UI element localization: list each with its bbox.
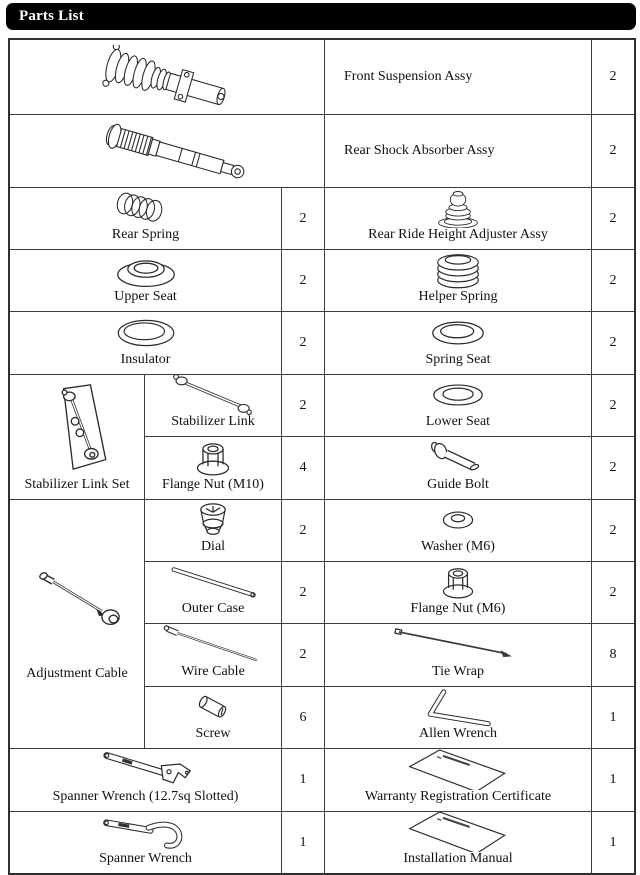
part-label: Spanner Wrench (12.7sq Slotted) <box>52 789 239 804</box>
cell-upper-seat <box>10 250 282 312</box>
spanner-wrench-slotted-icon <box>81 749 211 790</box>
qty-guide-bolt: 2 <box>592 437 634 500</box>
part-label: Rear Spring <box>111 227 180 242</box>
dial-icon <box>188 500 238 540</box>
wire-cable-icon <box>150 624 276 665</box>
qty-dial: 2 <box>282 500 325 562</box>
cell-allen-wrench <box>325 687 592 749</box>
part-label: Helper Spring <box>418 289 498 304</box>
ride-height-adjuster-icon <box>413 188 503 228</box>
cell-adjustment-cable <box>10 500 145 749</box>
qty-lower-seat: 2 <box>592 375 634 437</box>
cell-installation-manual <box>325 812 592 873</box>
qty-flange-nut-m10: 4 <box>282 437 325 500</box>
qty-spring-seat: 2 <box>592 312 634 375</box>
part-label: Lower Seat <box>425 414 491 429</box>
qty-warranty-certificate: 1 <box>592 749 634 812</box>
qty-spanner-wrench: 1 <box>282 812 325 873</box>
cell-front-suspension-name <box>325 40 592 115</box>
cell-flange-nut-m10 <box>145 437 282 500</box>
part-label: Installation Manual <box>403 851 513 866</box>
tie-wrap-icon <box>379 625 537 665</box>
upper-seat-icon <box>103 250 189 290</box>
part-label: Stabilizer Link <box>171 414 255 429</box>
cell-rear-shock-name <box>325 115 592 188</box>
part-label: Tie Wrap <box>432 664 484 679</box>
warranty-certificate-icon <box>395 749 521 790</box>
cell-rear-spring <box>10 188 282 250</box>
cell-guide-bolt <box>325 437 592 500</box>
qty-allen-wrench: 1 <box>592 687 634 749</box>
part-label: Adjustment Cable <box>26 666 128 681</box>
cell-spring-seat <box>325 312 592 375</box>
screw-icon <box>190 690 236 724</box>
part-label: Front Suspension Assy <box>344 69 473 84</box>
front-suspension-assy-icon <box>57 45 277 109</box>
part-label: Flange Nut (M10) <box>162 477 264 492</box>
cell-screw <box>145 687 282 749</box>
washer-icon <box>433 505 483 535</box>
qty-screw: 6 <box>282 687 325 749</box>
page-title-bar <box>6 3 636 30</box>
part-label: Flange Nut (M6) <box>410 601 506 616</box>
cell-flange-nut-m6 <box>325 562 592 624</box>
qty-rear-spring: 2 <box>282 188 325 250</box>
cell-insulator <box>10 312 282 375</box>
qty-installation-manual: 1 <box>592 812 634 873</box>
part-label: Spring Seat <box>425 352 491 367</box>
part-label: Rear Shock Absorber Assy <box>344 143 495 158</box>
qty-insulator: 2 <box>282 312 325 375</box>
part-label: Rear Ride Height Adjuster Assy <box>368 227 548 242</box>
stabilizer-link-icon <box>156 375 270 415</box>
part-label: Screw <box>195 726 231 741</box>
part-label: Upper Seat <box>114 289 177 304</box>
lower-seat-icon <box>414 376 502 414</box>
outer-case-icon <box>153 562 273 602</box>
flange-nut-icon <box>434 562 482 602</box>
part-label: Guide Bolt <box>427 477 489 492</box>
guide-bolt-icon <box>421 438 495 478</box>
part-label: Stabilizer Link Set <box>24 477 130 492</box>
part-label: Warranty Registration Certificate <box>364 789 552 804</box>
installation-manual-icon <box>395 812 521 852</box>
cell-lower-seat <box>325 375 592 437</box>
part-label: Wire Cable <box>181 664 245 679</box>
part-label: Allen Wrench <box>418 726 498 741</box>
allen-wrench-icon <box>401 687 515 727</box>
qty-rear-shock: 2 <box>592 115 634 188</box>
cell-dial <box>145 500 282 562</box>
cell-washer-m6 <box>325 500 592 562</box>
qty-front-suspension: 2 <box>592 40 634 115</box>
cell-front-suspension-image <box>10 40 325 115</box>
qty-flange-nut-m6: 2 <box>592 562 634 624</box>
insulator-icon <box>99 312 193 353</box>
qty-upper-seat: 2 <box>282 250 325 312</box>
cell-rear-shock-image <box>10 115 325 188</box>
flange-nut-icon <box>187 437 239 478</box>
cell-stabilizer-link <box>145 375 282 437</box>
cell-wire-cable <box>145 624 282 687</box>
cell-outer-case <box>145 562 282 624</box>
parts-table <box>8 38 636 875</box>
rear-shock-absorber-icon <box>59 120 275 182</box>
cell-spanner-wrench-slotted <box>10 749 282 812</box>
part-label: Dial <box>200 539 226 554</box>
rear-spring-icon <box>99 188 193 228</box>
qty-washer-m6: 2 <box>592 500 634 562</box>
part-label: Spanner Wrench <box>99 851 192 866</box>
helper-spring-icon <box>416 250 500 290</box>
spring-seat-icon <box>413 313 503 353</box>
cell-spanner-wrench <box>10 812 282 873</box>
hook-spanner-wrench-icon <box>84 812 208 852</box>
cell-helper-spring <box>325 250 592 312</box>
part-label: Insulator <box>120 352 171 367</box>
qty-wire-cable: 2 <box>282 624 325 687</box>
part-label: Washer (M6) <box>421 539 495 554</box>
adjustment-cable-icon <box>31 567 123 627</box>
qty-rear-ride-height: 2 <box>592 188 634 250</box>
stabilizer-link-set-icon <box>29 381 125 473</box>
qty-tie-wrap: 8 <box>592 624 634 687</box>
page-title: Parts List <box>19 8 84 24</box>
qty-helper-spring: 2 <box>592 250 634 312</box>
qty-spanner-wrench-slotted: 1 <box>282 749 325 812</box>
cell-tie-wrap <box>325 624 592 687</box>
cell-rear-ride-height <box>325 188 592 250</box>
cell-warranty-certificate <box>325 749 592 812</box>
part-label: Outer Case <box>181 601 245 616</box>
qty-stabilizer-link: 2 <box>282 375 325 437</box>
qty-outer-case: 2 <box>282 562 325 624</box>
cell-stabilizer-link-set <box>10 375 145 500</box>
